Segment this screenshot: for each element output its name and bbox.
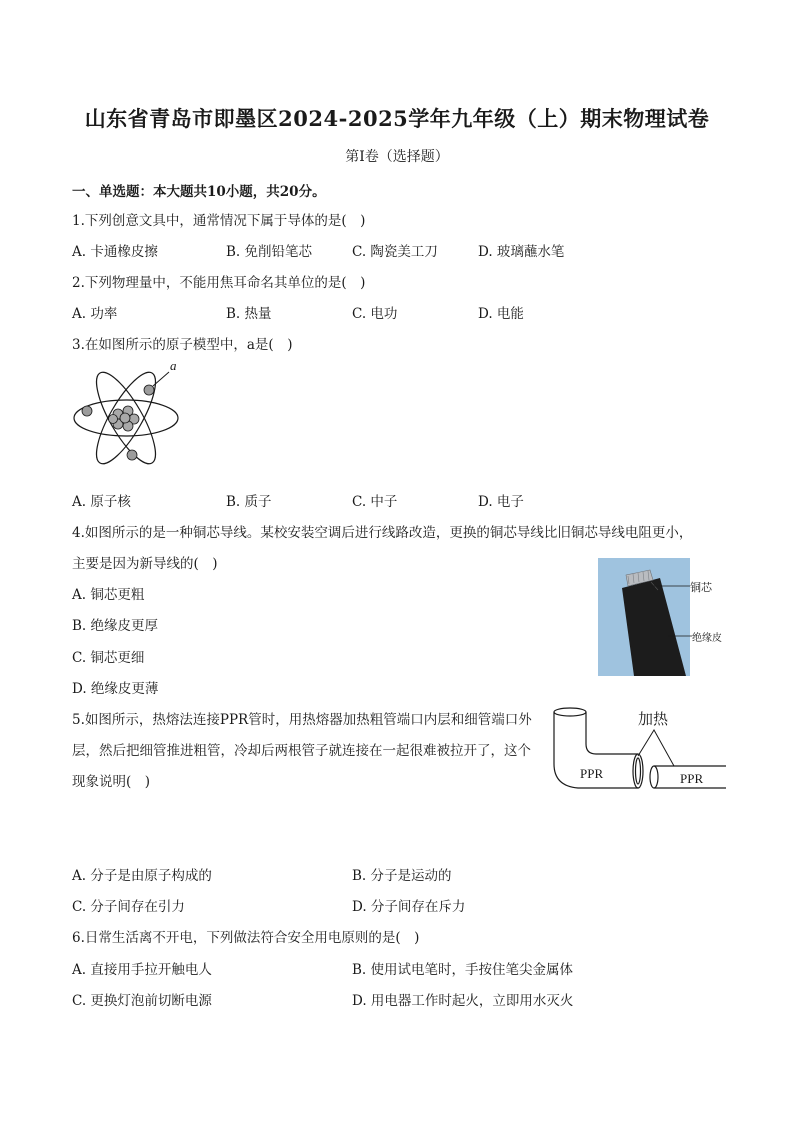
copper-cable-figure [598,558,726,676]
question-5-option-a: A. 分子是由原子构成的 [72,868,212,884]
question-6-option-a: A. 直接用手拉开触电人 [72,962,212,978]
question-3-option-c: C. 中子 [352,494,398,510]
question-1-option-a: A. 卡通橡皮擦 [72,244,158,260]
label-ppr-thin: PPR [680,771,704,786]
question-6-option-b: B. 使用试电笔时，手按住笔尖金属体 [352,962,574,978]
label-copper-core: 铜芯 [690,581,712,594]
question-4-stem-line1: 4.如图所示的是一种铜芯导线。某校安装空调后进行线路改造，更换的铜芯导线比旧铜芯导线电阻更小， [72,525,693,541]
question-1-option-c: C. 陶瓷美工刀 [352,244,438,260]
label-insulation: 绝缘皮 [692,633,722,644]
question-3-option-b: B. 质子 [226,494,272,510]
question-1-stem: 1.下列创意文具中，通常情况下属于导体的是( ) [72,213,366,229]
question-1-option-b: B. 免削铅笔芯 [226,244,313,260]
electron-bottom [127,450,137,460]
question-6-option-d: D. 用电器工作时起火，立即用水灭火 [352,993,574,1009]
atom-model-figure [70,356,186,478]
question-2-option-d: D. 电能 [478,306,524,322]
question-5-option-b: B. 分子是运动的 [352,868,452,884]
question-5-stem-line3: 现象说明( ) [72,774,151,790]
label-a: a [170,358,177,373]
label-heating: 加热 [638,710,669,728]
question-6-option-c: C. 更换灯泡前切断电源 [72,993,212,1009]
ppr-pipe-figure [550,704,726,794]
page-subtitle: 第Ⅰ卷（选择题） [345,149,449,165]
electron-top [144,385,154,395]
question-2-option-b: B. 热量 [226,306,272,322]
heating-pointer-lines [638,730,674,766]
question-4-stem-line2: 主要是因为新导线的( ) [72,556,218,572]
question-3-option-d: D. 电子 [478,494,524,510]
question-4-option-b: B. 绝缘皮更厚 [72,618,159,634]
question-4-option-c: C. 铜芯更细 [72,650,145,666]
electron-left [82,406,92,416]
page-title: 山东省青岛市即墨区2024-2025学年九年级（上）期末物理试卷 [84,106,710,131]
question-6-stem: 6.日常生活离不开电，下列做法符合安全用电原则的是( ) [72,930,420,946]
question-5-option-d: D. 分子间存在斥力 [352,899,466,915]
question-4-option-d: D. 绝缘皮更薄 [72,681,159,697]
question-5-stem-line2: 层，然后把细管推进粗管，冷却后两根管子就连接在一起很难被拉开了，这个 [72,743,531,759]
question-5-option-c: C. 分子间存在引力 [72,899,185,915]
question-2-option-a: A. 功率 [72,306,118,322]
question-4-option-a: A. 铜芯更粗 [72,587,145,603]
question-2-stem: 2.下列物理量中，不能用焦耳命名其单位的是( ) [72,275,366,291]
question-3-option-a: A. 原子核 [72,494,131,510]
question-1-option-d: D. 玻璃蘸水笔 [478,244,565,260]
question-5-stem-line1: 5.如图所示，热熔法连接PPR管时，用热熔器加热粗管端口内层和细管端口外 [72,712,532,728]
section-heading: 一、单选题：本大题共10小题，共20分。 [72,184,326,200]
question-2-option-c: C. 电功 [352,306,398,322]
label-ppr-thick: PPR [580,766,604,781]
question-3-stem: 3.在如图所示的原子模型中，a是( ) [72,337,293,353]
